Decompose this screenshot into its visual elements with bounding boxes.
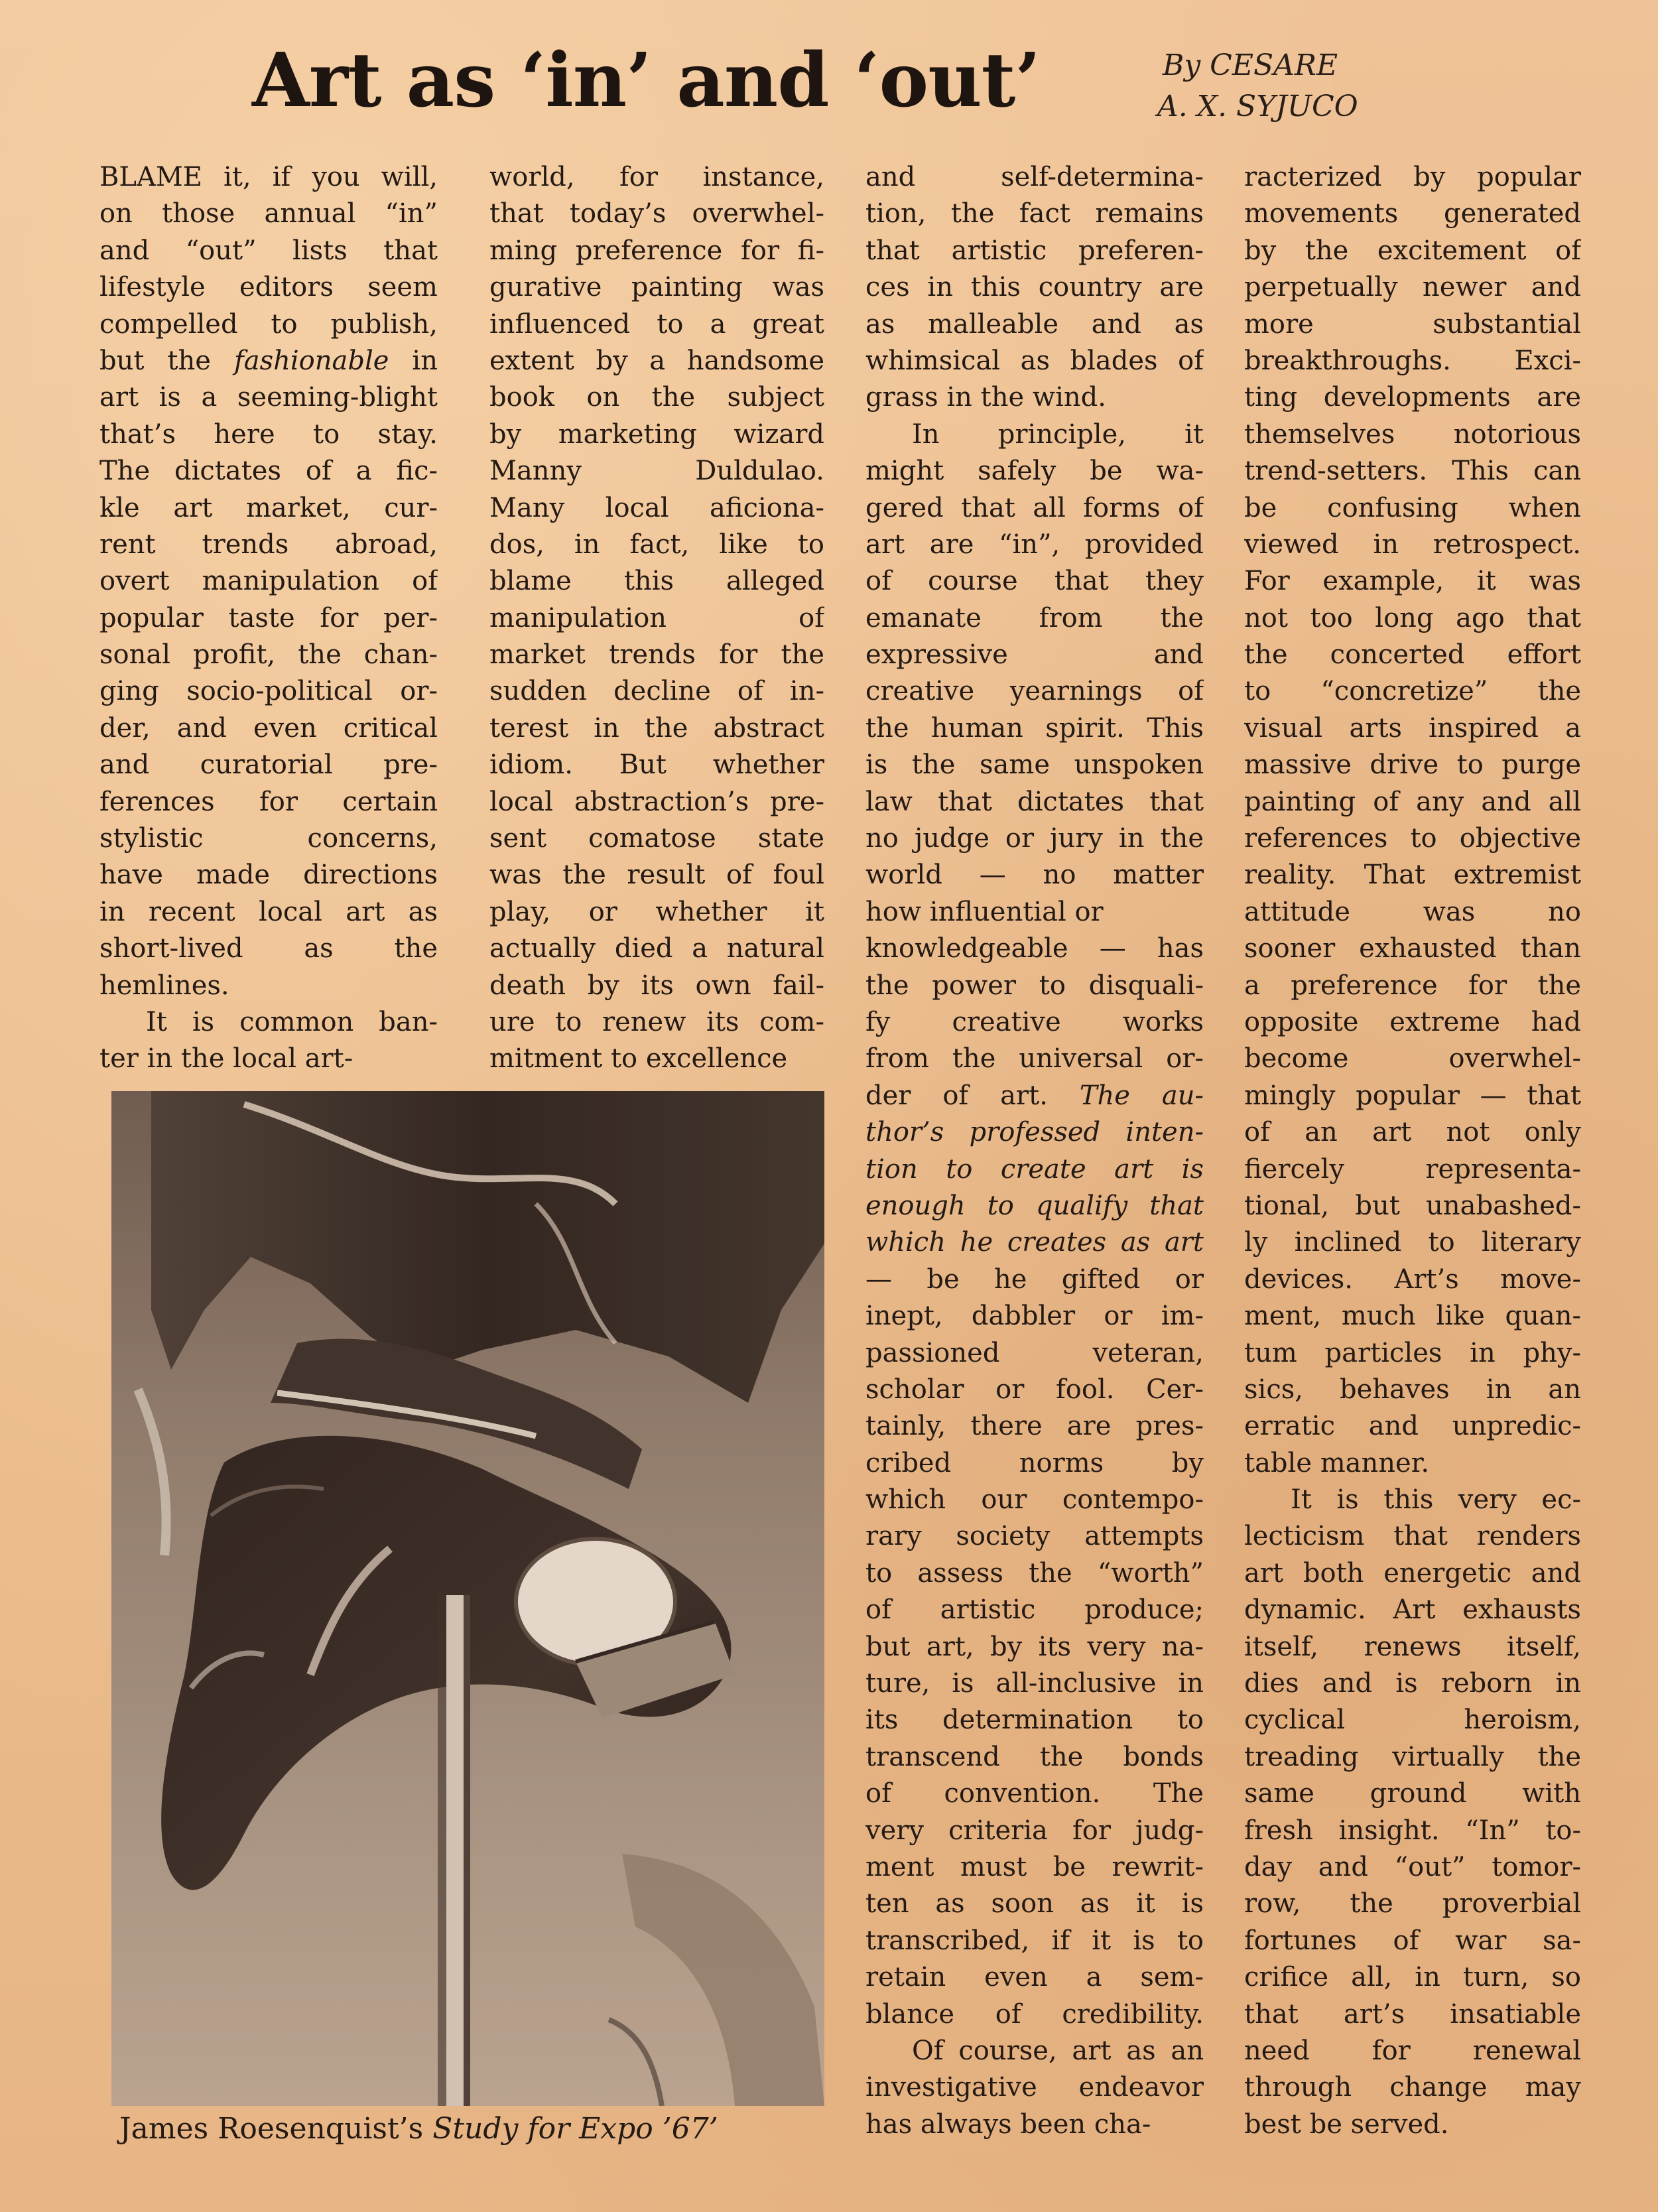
column-2-line: sudden decline of in-	[489, 676, 824, 707]
column-2-line: idiom. But whether	[489, 749, 824, 781]
column-1-line: lifestyle editors seem	[99, 272, 438, 303]
column-4-line: painting of any and all	[1244, 786, 1581, 817]
column-2-line: world, for instance,	[489, 162, 824, 192]
column-3-line: thor’s professed inten-	[865, 1117, 1204, 1148]
article-photo	[111, 1091, 824, 2106]
column-1-line: rent trends abroad,	[99, 529, 438, 560]
column-3-line: art are “in”, provided	[865, 529, 1204, 560]
column-3-line: tainly, there are pres-	[865, 1411, 1204, 1442]
column-3-line: In principle, it	[912, 419, 1204, 450]
column-4-line: cyclical heroism,	[1244, 1705, 1581, 1736]
column-4-line: attitude was no	[1244, 896, 1581, 927]
column-3-line: emanate from the	[865, 602, 1204, 633]
column-4-line: themselves notorious	[1244, 419, 1581, 450]
column-4-line: table manner.	[1244, 1447, 1430, 1478]
column-2-line: sent comatose state	[489, 823, 824, 854]
article-column-2	[489, 159, 824, 1078]
column-4-line: more substantial	[1244, 308, 1581, 340]
column-1-line: compelled to publish,	[99, 308, 438, 340]
column-1-line: on those annual “in”	[99, 198, 438, 229]
column-4-line: to “concretize” the	[1244, 676, 1581, 707]
column-3-line: which he creates as art	[865, 1227, 1204, 1258]
column-1-line: overt manipulation of	[99, 566, 438, 597]
column-3-line: ment must be rewrit-	[865, 1851, 1204, 1882]
column-4-line: fresh insight. “In” to-	[1244, 1815, 1581, 1846]
column-4-line: viewed in retrospect.	[1244, 529, 1581, 560]
column-4-line: sooner exhausted than	[1244, 933, 1581, 964]
column-2-line: book on the subject	[489, 382, 824, 413]
column-4-line: crifice all, in turn, so	[1244, 1962, 1581, 1993]
column-4-line: of an art not only	[1244, 1117, 1581, 1148]
column-3-line: Of course, art as an	[912, 2035, 1204, 2066]
column-4-line: best be served.	[1244, 2109, 1449, 2140]
column-4-line: devices. Art’s move-	[1244, 1264, 1581, 1295]
column-2-line: influenced to a great	[489, 308, 824, 340]
column-3-line: of artistic produce;	[865, 1594, 1204, 1626]
column-4-line: breakthroughs. Exci-	[1244, 345, 1581, 376]
column-3-line: and self-determina-	[865, 162, 1204, 192]
column-4-line: ment, much like quan-	[1244, 1301, 1581, 1332]
caption-artist: James Roesenquist’s	[119, 2112, 433, 2146]
photo-artwork-illustration	[111, 1091, 824, 2106]
column-4-line: by the excitement of	[1244, 235, 1581, 266]
column-2-line: ure to renew its com-	[489, 1006, 824, 1037]
column-4-line: itself, renews itself,	[1244, 1631, 1581, 1662]
column-1-line: sonal profit, the chan-	[99, 639, 438, 671]
column-4-line: fortunes of war sa-	[1244, 1925, 1581, 1956]
column-3-line: is the same unspoken	[865, 749, 1204, 781]
column-4-line: that art’s insatiable	[1244, 1998, 1581, 2030]
column-2-line: actually died a natural	[489, 933, 824, 964]
column-3-line: knowledgeable — has	[865, 933, 1204, 964]
column-3-line: creative yearnings of	[865, 676, 1204, 707]
column-3-line: blance of credibility.	[865, 1998, 1204, 2030]
column-2-line: play, or whether it	[489, 896, 824, 927]
column-4-line: become overwhel-	[1244, 1043, 1581, 1074]
column-4-line: perpetually newer and	[1244, 272, 1581, 303]
column-2-line: manipulation of	[489, 602, 824, 633]
column-3-line: grass in the wind.	[865, 382, 1106, 413]
column-4-line: art both energetic and	[1244, 1557, 1581, 1589]
column-2-line: Manny Duldulao.	[489, 456, 824, 487]
column-4-line: tum particles in phy-	[1244, 1337, 1581, 1368]
column-3-line: as malleable and as	[865, 308, 1204, 340]
column-1-line: art is a seeming-blight	[99, 382, 438, 413]
column-3-line: transcribed, if it is to	[865, 1925, 1204, 1956]
column-4-line: It is this very ec-	[1291, 1484, 1581, 1516]
column-4-line: erratic and unpredic-	[1244, 1411, 1581, 1442]
column-2-line: ming preference for fi-	[489, 235, 824, 266]
column-1-line: hemlines.	[99, 970, 229, 1001]
column-1-line: popular taste for per-	[99, 602, 438, 633]
column-3-line: cribed norms by	[865, 1447, 1204, 1478]
column-4-line: For example, it was	[1244, 566, 1581, 597]
column-3-line: might safely be wa-	[865, 456, 1204, 487]
column-4-line: a preference for the	[1244, 970, 1581, 1001]
column-2-line: was the result of foul	[489, 860, 824, 891]
column-4-line: dies and is reborn in	[1244, 1668, 1581, 1699]
article-headline: Art as ‘in’ and ‘out’	[252, 37, 1041, 124]
column-3-line: whimsical as blades of	[865, 345, 1204, 376]
column-3-line: enough to qualify that	[865, 1190, 1204, 1221]
column-1-line: short-lived as the	[99, 933, 438, 964]
column-4-line: through change may	[1244, 2072, 1581, 2103]
column-3-line: scholar or fool. Cer-	[865, 1374, 1204, 1405]
column-3-line: no judge or jury in the	[865, 823, 1204, 854]
column-1-line: kle art market, cur-	[99, 492, 438, 523]
column-1-line: der, and even critical	[99, 712, 438, 744]
column-4-line: ting developments are	[1244, 382, 1581, 413]
column-4-line: row, the proverbial	[1244, 1888, 1581, 1919]
column-1-line: but the fashionable in	[99, 345, 438, 376]
column-3-line: which our contempo-	[865, 1484, 1204, 1516]
column-2-line: that today’s overwhel-	[489, 198, 824, 229]
column-3-line: investigative endeavor	[865, 2072, 1204, 2103]
column-4-line: tional, but unabashed-	[1244, 1190, 1581, 1221]
column-3-line: ture, is all-inclusive in	[865, 1668, 1204, 1699]
column-3-line: tion to create art is	[865, 1153, 1204, 1185]
column-3-line: of convention. The	[865, 1778, 1204, 1809]
column-4-line: mingly popular — that	[1244, 1080, 1581, 1111]
column-4-line: day and “out” tomor-	[1244, 1851, 1581, 1882]
column-3-line: its determination to	[865, 1705, 1204, 1736]
column-2-line: death by its own fail-	[489, 970, 824, 1001]
column-3-line: but art, by its very na-	[865, 1631, 1204, 1662]
column-1-line: ferences for certain	[99, 786, 438, 817]
column-3-line: passioned veteran,	[865, 1337, 1204, 1368]
article-column-1	[99, 159, 438, 1078]
column-3-line: retain even a sem-	[865, 1962, 1204, 1993]
column-1-line: in recent local art as	[99, 896, 438, 927]
column-3-line: the human spirit. This	[865, 712, 1204, 744]
column-3-line: that artistic preferen-	[865, 235, 1204, 266]
column-4-line: references to objective	[1244, 823, 1581, 854]
column-1-line: and curatorial pre-	[99, 749, 438, 781]
column-2-line: extent by a handsome	[489, 345, 824, 376]
column-3-line: der of art. The au-	[865, 1080, 1204, 1111]
byline-line-1: By CESARE	[1163, 48, 1338, 82]
column-4-line: the concerted effort	[1244, 639, 1581, 671]
column-4-line: dynamic. Art exhausts	[1244, 1594, 1581, 1626]
column-3-line: — be he gifted or	[865, 1264, 1204, 1295]
column-3-line: to assess the “worth”	[865, 1557, 1204, 1589]
caption-artwork-title: Study for Expo ’67’	[432, 2112, 718, 2146]
column-3-line: world — no matter	[865, 860, 1204, 891]
column-2-line: market trends for the	[489, 639, 824, 671]
column-4-line: ly inclined to literary	[1244, 1227, 1581, 1258]
column-4-line: not too long ago that	[1244, 602, 1581, 633]
byline-line-2: A. X. SYJUCO	[1157, 90, 1358, 123]
column-2-line: local abstraction’s pre-	[489, 786, 824, 817]
column-2-line: mitment to excellence	[489, 1043, 788, 1074]
article-column-3	[865, 159, 1204, 2143]
column-2-line: gurative painting was	[489, 272, 824, 303]
column-3-line: very criteria for judg-	[865, 1815, 1204, 1846]
column-1-line: have made directions	[99, 860, 438, 891]
column-3-line: fy creative works	[865, 1006, 1204, 1037]
column-2-line: blame this alleged	[489, 566, 824, 597]
column-4-line: need for renewal	[1244, 2035, 1581, 2066]
photo-caption	[119, 2109, 718, 2149]
column-4-line: lecticism that renders	[1244, 1521, 1581, 1552]
column-1-line: BLAME it, if you will,	[99, 162, 438, 192]
column-4-line: sics, behaves in an	[1244, 1374, 1581, 1405]
column-4-line: opposite extreme had	[1244, 1006, 1581, 1037]
column-1-line: stylistic concerns,	[99, 823, 438, 854]
column-3-line: transcend the bonds	[865, 1741, 1204, 1772]
column-4-line: reality. That extremist	[1244, 860, 1581, 891]
column-2-line: by marketing wizard	[489, 419, 824, 450]
column-1-line: ging socio-political or-	[99, 676, 438, 707]
column-3-line: law that dictates that	[865, 786, 1204, 817]
column-1-line: that’s here to stay.	[99, 419, 438, 450]
article-byline	[1157, 45, 1358, 127]
column-4-line: massive drive to purge	[1244, 749, 1581, 781]
column-4-line: fiercely representa-	[1244, 1153, 1581, 1185]
column-3-line: of course that they	[865, 566, 1204, 597]
column-2-line: dos, in fact, like to	[489, 529, 824, 560]
column-3-line: from the universal or-	[865, 1043, 1204, 1074]
column-3-line: inept, dabbler or im-	[865, 1301, 1204, 1332]
article-column-4	[1244, 159, 1581, 2143]
column-3-line: gered that all forms of	[865, 492, 1204, 523]
column-4-line: trend-setters. This can	[1244, 456, 1581, 487]
column-1-line: The dictates of a fic-	[99, 456, 438, 487]
column-3-line: rary society attempts	[865, 1521, 1204, 1552]
column-4-line: visual arts inspired a	[1244, 712, 1581, 744]
column-3-line: ces in this country are	[865, 272, 1204, 303]
column-2-line: Many local aficiona-	[489, 492, 824, 523]
column-4-line: same ground with	[1244, 1778, 1581, 1809]
column-3-line: how influential or	[865, 896, 1104, 927]
column-4-line: treading virtually the	[1244, 1741, 1581, 1772]
column-1-line: and “out” lists that	[99, 235, 438, 266]
column-1-line: It is common ban-	[146, 1006, 438, 1037]
column-4-line: be confusing when	[1244, 492, 1581, 523]
column-3-line: tion, the fact remains	[865, 198, 1204, 229]
column-3-line: expressive and	[865, 639, 1204, 671]
column-4-line: movements generated	[1244, 198, 1581, 229]
column-3-line: ten as soon as it is	[865, 1888, 1204, 1919]
column-1-line: ter in the local art-	[99, 1043, 353, 1074]
column-3-line: the power to disquali-	[865, 970, 1204, 1001]
column-4-line: racterized by popular	[1244, 162, 1581, 192]
column-3-line: has always been cha-	[865, 2109, 1151, 2140]
column-2-line: terest in the abstract	[489, 712, 824, 744]
